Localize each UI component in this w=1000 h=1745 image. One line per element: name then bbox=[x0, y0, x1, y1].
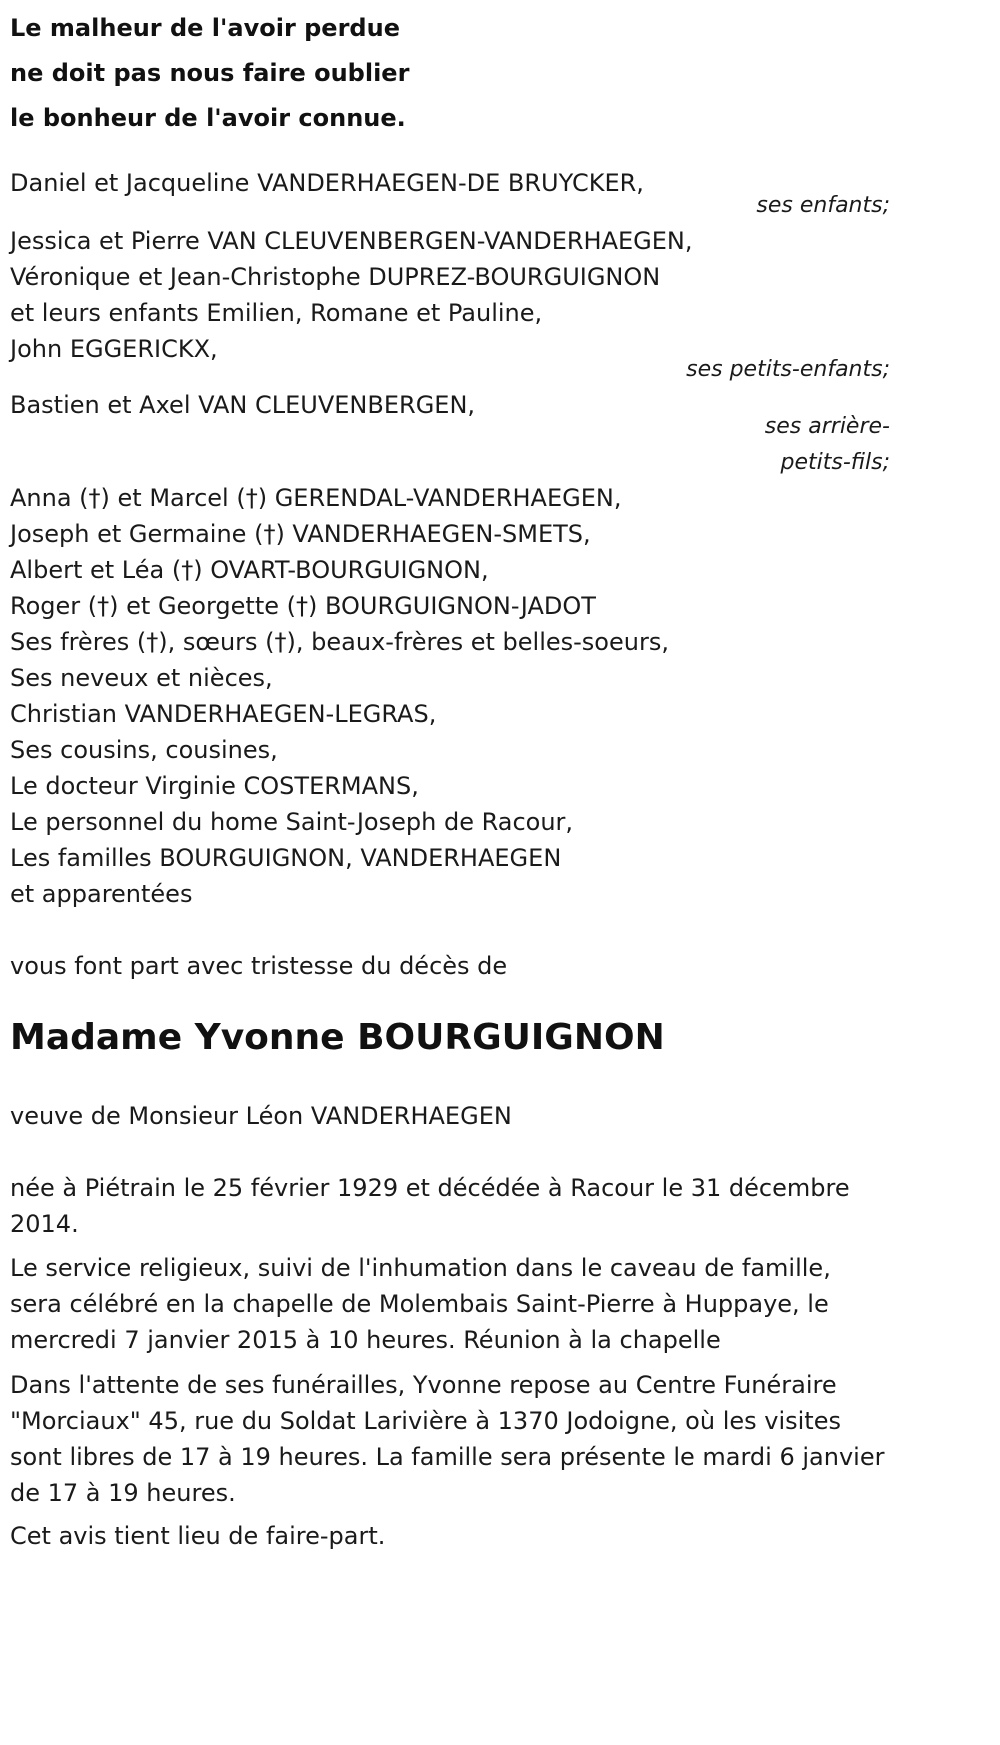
epitaph-quote bbox=[10, 6, 409, 141]
deceased-name: Madame Yvonne BOURGUIGNON bbox=[10, 1017, 665, 1058]
epitaph-line: ne doit pas nous faire oublier bbox=[10, 59, 410, 87]
great-grandchildren-role: petits-fils; bbox=[780, 450, 890, 475]
family-line: Christian VANDERHAEGEN-LEGRAS, bbox=[10, 700, 437, 728]
family-line: Albert et Léa (†) OVART-BOURGUIGNON, bbox=[10, 556, 489, 584]
grandchildren-line: Jessica et Pierre VAN CLEUVENBERGEN-VANDERHAEGEN, bbox=[10, 227, 693, 255]
great-grandchildren-role: ses arrière- bbox=[764, 414, 890, 439]
family-line: Joseph et Germaine (†) VANDERHAEGEN-SMETS, bbox=[10, 520, 591, 548]
family-line: Ses neveux et nièces, bbox=[10, 664, 273, 692]
grandchildren-line: et leurs enfants Emilien, Romane et Pauline, bbox=[10, 299, 543, 327]
great-grandchildren-names: Bastien et Axel VAN CLEUVENBERGEN, bbox=[10, 391, 476, 419]
widow-of-text: veuve de Monsieur Léon VANDERHAEGEN bbox=[10, 1102, 512, 1130]
grandchildren-role: ses petits-enfants; bbox=[686, 357, 890, 382]
family-line: Roger (†) et Georgette (†) BOURGUIGNON-JADOT bbox=[10, 592, 596, 620]
family-line: Ses cousins, cousines, bbox=[10, 736, 278, 764]
family-line: Anna (†) et Marcel (†) GERENDAL-VANDERHAEGEN, bbox=[10, 484, 622, 512]
family-line: et apparentées bbox=[10, 880, 193, 908]
grandchildren-line: Véronique et Jean-Christophe DUPREZ-BOURGUIGNON bbox=[10, 263, 661, 291]
family-line: Les familles BOURGUIGNON, VANDERHAEGEN bbox=[10, 844, 562, 872]
epitaph-line: Le malheur de l'avoir perdue bbox=[10, 14, 400, 42]
grandchildren-line: John EGGERICKX, bbox=[10, 335, 218, 363]
notice-paragraph: Cet avis tient lieu de faire-part. bbox=[10, 1522, 386, 1550]
announcement-text: vous font part avec tristesse du décès de bbox=[10, 952, 508, 980]
children-role: ses enfants; bbox=[756, 193, 890, 218]
birth-death-paragraph: née à Piétrain le 25 février 1929 et décédée à Racour le 31 décembre 2014. bbox=[10, 1174, 850, 1238]
children-names: Daniel et Jacqueline VANDERHAEGEN-DE BRUYCKER, bbox=[10, 169, 644, 197]
epitaph-line: le bonheur de l'avoir connue. bbox=[10, 104, 406, 132]
family-line: Le personnel du home Saint-Joseph de Racour, bbox=[10, 808, 574, 836]
visits-paragraph: Dans l'attente de ses funérailles, Yvonne repose au Centre Funéraire "Morciaux" 45, rue du Soldat Larivière à 1370 Jodoigne, où les visites sont libres de 17 à 19 heures. La famille sera présente le mardi 6 janvier de 17 à 19 heures. bbox=[10, 1371, 885, 1507]
family-line: Le docteur Virginie COSTERMANS, bbox=[10, 772, 419, 800]
service-paragraph: Le service religieux, suivi de l'inhumation dans le caveau de famille, sera célébré en la chapelle de Molembais Saint-Pierre à Huppaye, le mercredi 7 janvier 2015 à 10 heures. Réunion à la chapelle bbox=[10, 1254, 831, 1354]
family-line: Ses frères (†), sœurs (†), beaux-frères et belles-soeurs, bbox=[10, 628, 669, 656]
